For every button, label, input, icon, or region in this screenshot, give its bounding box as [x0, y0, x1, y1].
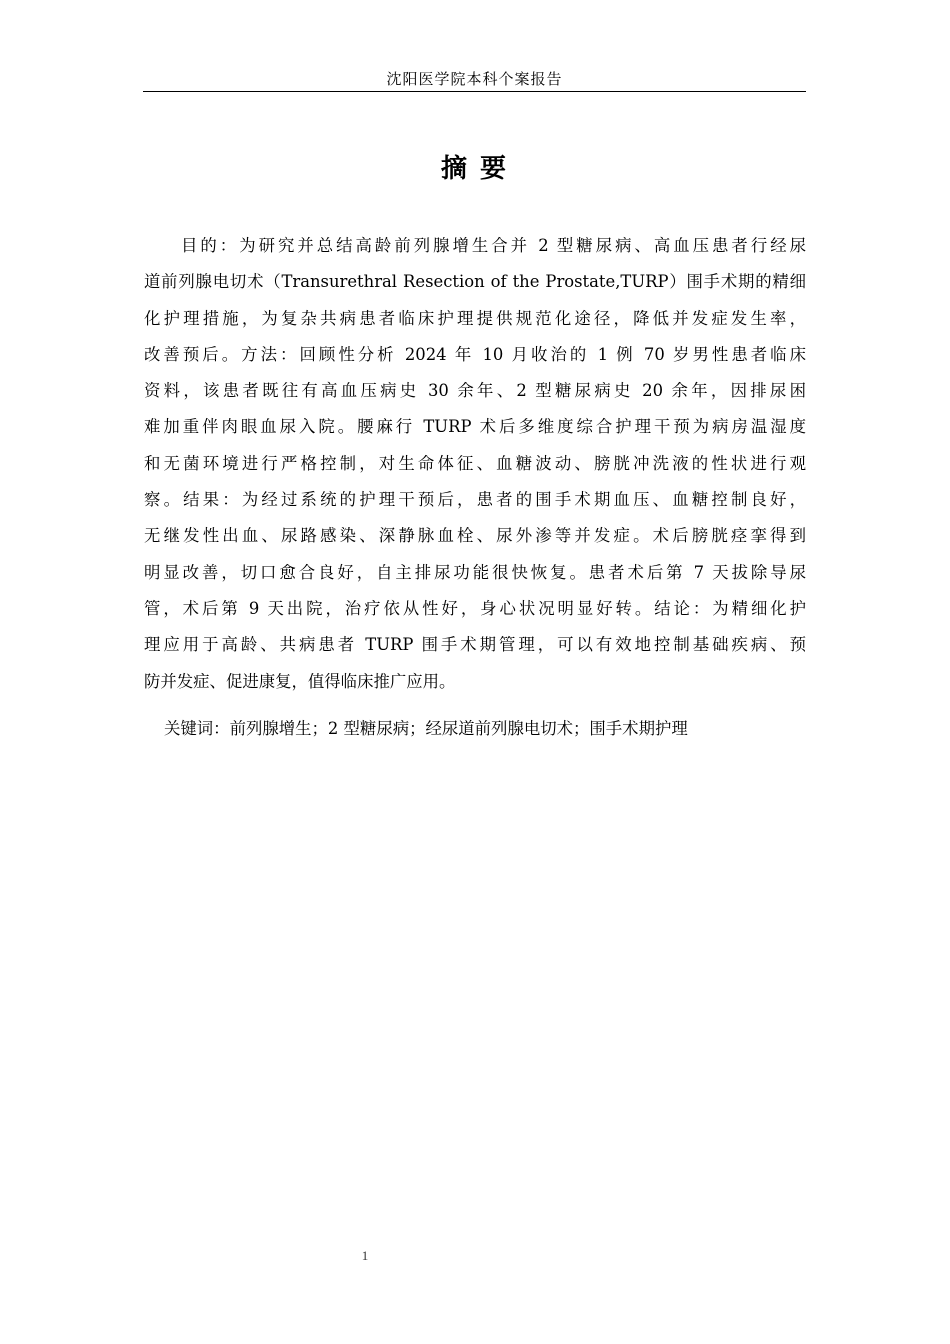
abstract-text: 明显改善，切口愈合良好，自主排尿功能很快恢复。患者术后第 7 天拔除导尿	[144, 562, 806, 582]
section-label: 目的：	[181, 236, 240, 255]
abstract-line	[144, 555, 806, 591]
abstract-text: 为研究并总结高龄前列腺增生合并 2 型糖尿病、高血压患者行经尿	[239, 236, 807, 255]
abstract-line	[144, 409, 806, 445]
abstract-text: 资料，该患者既往有高血压病史 30 余年、2 型糖尿病史 20 余年，因排尿困	[144, 381, 806, 401]
abstract-line	[144, 337, 806, 373]
header-divider	[143, 91, 806, 92]
abstract-text: 无继发性出血、尿路感染、深静脉血栓、尿外渗等并发症。术后膀胱痉挛得到	[144, 526, 806, 546]
section-label: 结论：	[654, 598, 713, 618]
abstract-text: 理应用于高龄、共病患者 TURP 围手术期管理，可以有效地控制基础疾病、预	[144, 635, 806, 655]
keywords-label: 关键词：	[164, 719, 230, 738]
abstract-text: 和无菌环境进行严格控制，对生命体征、血糖波动、膀胱冲洗液的性状进行观	[144, 453, 806, 473]
keywords-line	[164, 711, 688, 747]
abstract-line	[144, 373, 806, 409]
abstract-line	[144, 301, 806, 337]
abstract-text: 为精细化护	[712, 598, 807, 618]
abstract-line	[144, 518, 806, 554]
abstract-text: 防并发症、促进康复，值得临床推广应用。	[144, 671, 456, 691]
abstract-line	[144, 482, 806, 518]
abstract-text: 为经过系统的护理干预后，患者的围手术期血压、血糖控制良好，	[241, 490, 807, 510]
abstract-text: 难加重伴肉眼血尿入院。腰麻行 TURP 术后多维度综合护理干预为病房温湿度	[144, 417, 806, 437]
abstract-line	[144, 664, 806, 700]
abstract-line	[144, 446, 806, 482]
abstract-text: 回顾性分析 2024 年 10 月收治的 1 例 70 岁男性患者临床	[299, 344, 807, 364]
abstract-text: 道前列腺电切术（Transurethral Resection of the Prostate,TURP）围手术期的精细	[144, 272, 806, 292]
abstract-text: 管，术后第 9 天出院，治疗依从性好，身心状况明显好转。	[144, 598, 655, 618]
abstract-body	[144, 228, 806, 700]
abstract-title: 摘 要	[440, 154, 509, 184]
abstract-line	[144, 264, 806, 300]
abstract-line	[144, 627, 806, 663]
abstract-line	[144, 228, 806, 264]
abstract-text: 察。	[144, 490, 184, 510]
abstract-text: 改善预后。	[144, 344, 242, 364]
page-number: 1	[361, 1248, 369, 1263]
section-label: 方法：	[241, 344, 300, 364]
section-label: 结果：	[183, 490, 242, 510]
keywords-text: 前列腺增生；2 型糖尿病；经尿道前列腺电切术；围手术期护理	[229, 719, 688, 738]
abstract-text: 化护理措施，为复杂共病患者临床护理提供规范化途径，降低并发症发生率，	[144, 308, 806, 328]
page-header: 沈阳医学院本科个案报告	[386, 70, 563, 88]
abstract-line	[144, 591, 806, 627]
